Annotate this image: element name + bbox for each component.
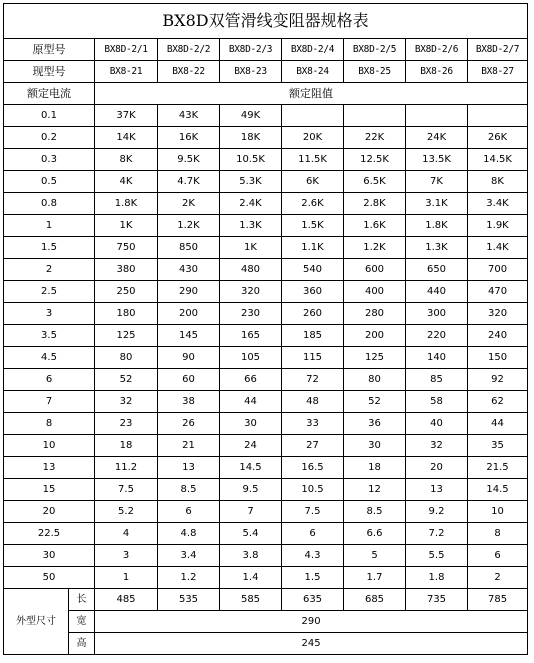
table-body [4,4,528,655]
resistance-value-cell: 320 [468,303,528,325]
original-model-label: 原型号 [4,39,95,61]
resistance-value-cell: 165 [220,325,282,347]
resistance-value-cell: 290 [158,281,220,303]
resistance-value-cell: 470 [468,281,528,303]
resistance-value-cell: 400 [344,281,406,303]
resistance-value-cell: 18K [220,127,282,149]
resistance-value-cell: 44 [468,413,528,435]
resistance-value-cell: 6 [468,545,528,567]
resistance-value-cell: 30 [344,435,406,457]
current-model-cell: BX8-26 [406,61,468,83]
resistance-value-cell: 140 [406,347,468,369]
resistance-value-cell: 32 [406,435,468,457]
resistance-row [4,391,528,413]
original-model-row [4,39,528,61]
resistance-row [4,413,528,435]
original-model-cell: BX8D-2/2 [158,39,220,61]
rated-current-cell: 4.5 [4,347,95,369]
resistance-value-cell: 1.9K [468,215,528,237]
original-model-cell: BX8D-2/4 [282,39,344,61]
resistance-value-cell [406,105,468,127]
rated-current-cell: 6 [4,369,95,391]
resistance-value-cell: 4.8 [158,523,220,545]
current-model-row [4,61,528,83]
resistance-value-cell: 10.5K [220,149,282,171]
resistance-value-cell: 360 [282,281,344,303]
resistance-value-cell: 20K [282,127,344,149]
length-value-cell: 535 [158,589,220,611]
original-model-cell: BX8D-2/7 [468,39,528,61]
resistance-value-cell: 430 [158,259,220,281]
resistance-value-cell: 240 [468,325,528,347]
resistance-row [4,237,528,259]
resistance-value-cell: 24K [406,127,468,149]
resistance-value-cell: 440 [406,281,468,303]
resistance-value-cell: 11.5K [282,149,344,171]
resistance-value-cell: 1K [95,215,158,237]
resistance-value-cell: 750 [95,237,158,259]
resistance-value-cell: 16K [158,127,220,149]
resistance-value-cell: 72 [282,369,344,391]
resistance-value-cell [468,105,528,127]
rated-current-cell: 3.5 [4,325,95,347]
resistance-value-cell: 36 [344,413,406,435]
spec-sheet [3,3,527,655]
resistance-value-cell: 52 [95,369,158,391]
resistance-value-cell: 480 [220,259,282,281]
resistance-value-cell: 4K [95,171,158,193]
length-value-cell: 685 [344,589,406,611]
resistance-value-cell: 37K [95,105,158,127]
title-row [4,4,528,39]
rated-current-cell: 0.2 [4,127,95,149]
rated-current-cell: 0.3 [4,149,95,171]
resistance-value-cell: 16.5 [282,457,344,479]
resistance-value-cell: 1K [220,237,282,259]
resistance-value-cell: 650 [406,259,468,281]
resistance-value-cell: 8 [468,523,528,545]
current-model-label: 现型号 [4,61,95,83]
resistance-value-cell: 24 [220,435,282,457]
resistance-value-cell: 13 [406,479,468,501]
resistance-value-cell: 300 [406,303,468,325]
resistance-value-cell: 1.8K [95,193,158,215]
resistance-value-cell: 2K [158,193,220,215]
original-model-cell: BX8D-2/3 [220,39,282,61]
current-model-cell: BX8-25 [344,61,406,83]
resistance-value-cell: 7.5 [95,479,158,501]
rated-current-header: 额定电流 [4,83,95,105]
resistance-value-cell: 7 [220,501,282,523]
resistance-value-cell: 185 [282,325,344,347]
length-value-cell: 735 [406,589,468,611]
resistance-value-cell: 180 [95,303,158,325]
resistance-value-cell: 8.5 [344,501,406,523]
table-title: BX8D双管滑线变阻器规格表 [4,4,528,39]
original-model-cell: BX8D-2/6 [406,39,468,61]
resistance-value-cell: 1.6K [344,215,406,237]
resistance-value-cell: 1.7 [344,567,406,589]
resistance-row [4,105,528,127]
dimensions-label: 外型尺寸 [4,589,69,655]
dimension-height-row [4,633,528,655]
resistance-value-cell: 12.5K [344,149,406,171]
resistance-value-cell: 38 [158,391,220,413]
resistance-row [4,567,528,589]
resistance-row [4,259,528,281]
resistance-value-cell: 5.5 [406,545,468,567]
rated-current-cell: 10 [4,435,95,457]
current-model-cell: BX8-23 [220,61,282,83]
resistance-value-cell: 1 [95,567,158,589]
resistance-value-cell: 10.5 [282,479,344,501]
resistance-row [4,303,528,325]
rated-current-cell: 22.5 [4,523,95,545]
resistance-value-cell: 200 [158,303,220,325]
resistance-value-cell: 14.5 [468,479,528,501]
resistance-value-cell: 52 [344,391,406,413]
resistance-value-cell: 4.3 [282,545,344,567]
resistance-value-cell: 58 [406,391,468,413]
resistance-value-cell: 90 [158,347,220,369]
length-value-cell: 635 [282,589,344,611]
resistance-value-cell: 21 [158,435,220,457]
resistance-value-cell: 600 [344,259,406,281]
resistance-value-cell: 13 [158,457,220,479]
resistance-value-cell: 3 [95,545,158,567]
length-value-cell: 585 [220,589,282,611]
resistance-value-cell: 8K [95,149,158,171]
resistance-row [4,545,528,567]
resistance-row [4,347,528,369]
resistance-value-cell: 125 [344,347,406,369]
rated-current-cell: 1.5 [4,237,95,259]
resistance-value-cell: 115 [282,347,344,369]
resistance-row [4,215,528,237]
resistance-value-cell: 850 [158,237,220,259]
resistance-value-cell: 33 [282,413,344,435]
resistance-value-cell: 35 [468,435,528,457]
resistance-value-cell: 1.5K [282,215,344,237]
resistance-value-cell: 7K [406,171,468,193]
resistance-value-cell: 66 [220,369,282,391]
resistance-value-cell: 5 [344,545,406,567]
resistance-value-cell: 21.5 [468,457,528,479]
resistance-value-cell: 5.3K [220,171,282,193]
resistance-row [4,457,528,479]
width-value-cell: 290 [95,611,528,633]
resistance-value-cell: 60 [158,369,220,391]
resistance-value-cell: 7.2 [406,523,468,545]
resistance-value-cell: 2.8K [344,193,406,215]
rated-current-cell: 50 [4,567,95,589]
resistance-row [4,325,528,347]
resistance-value-cell: 44 [220,391,282,413]
resistance-value-cell: 7.5 [282,501,344,523]
resistance-value-cell: 1.2 [158,567,220,589]
spec-table [3,3,528,655]
resistance-value-cell: 2 [468,567,528,589]
resistance-row [4,501,528,523]
original-model-cell: BX8D-2/5 [344,39,406,61]
resistance-value-cell: 6 [158,501,220,523]
resistance-value-cell: 22K [344,127,406,149]
resistance-value-cell: 85 [406,369,468,391]
resistance-value-cell: 230 [220,303,282,325]
resistance-value-cell: 1.2K [158,215,220,237]
resistance-value-cell: 3.8 [220,545,282,567]
resistance-row [4,193,528,215]
rated-current-cell: 2 [4,259,95,281]
resistance-value-cell: 250 [95,281,158,303]
resistance-value-cell: 1.3K [406,237,468,259]
resistance-row [4,523,528,545]
section-header-row [4,83,528,105]
resistance-value-cell: 3.4K [468,193,528,215]
resistance-value-cell: 6.6 [344,523,406,545]
resistance-value-cell: 30 [220,413,282,435]
resistance-value-cell: 26K [468,127,528,149]
rated-current-cell: 0.8 [4,193,95,215]
resistance-value-cell: 200 [344,325,406,347]
resistance-value-cell: 26 [158,413,220,435]
resistance-value-cell: 14.5K [468,149,528,171]
resistance-value-cell: 92 [468,369,528,391]
resistance-value-cell: 9.5K [158,149,220,171]
resistance-value-cell: 5.2 [95,501,158,523]
resistance-value-cell: 1.8K [406,215,468,237]
resistance-row [4,281,528,303]
resistance-value-cell: 1.4K [468,237,528,259]
height-value-cell: 245 [95,633,528,655]
resistance-value-cell: 11.2 [95,457,158,479]
resistance-row [4,149,528,171]
current-model-cell: BX8-21 [95,61,158,83]
length-value-cell: 785 [468,589,528,611]
resistance-value-cell: 105 [220,347,282,369]
resistance-value-cell: 2.4K [220,193,282,215]
resistance-value-cell: 540 [282,259,344,281]
resistance-value-cell: 13.5K [406,149,468,171]
dimension-length-row [4,589,528,611]
rated-current-cell: 20 [4,501,95,523]
resistance-row [4,171,528,193]
resistance-value-cell: 49K [220,105,282,127]
resistance-value-cell: 4 [95,523,158,545]
current-model-cell: BX8-24 [282,61,344,83]
resistance-value-cell: 8K [468,171,528,193]
resistance-row [4,435,528,457]
resistance-value-cell: 80 [344,369,406,391]
rated-resistance-header: 额定阻值 [95,83,528,105]
current-model-cell: BX8-22 [158,61,220,83]
resistance-value-cell: 2.6K [282,193,344,215]
rated-current-cell: 3 [4,303,95,325]
resistance-value-cell: 4.7K [158,171,220,193]
resistance-value-cell: 6 [282,523,344,545]
resistance-value-cell: 150 [468,347,528,369]
rated-current-cell: 0.5 [4,171,95,193]
current-model-cell: BX8-27 [468,61,528,83]
rated-current-cell: 13 [4,457,95,479]
original-model-cell: BX8D-2/1 [95,39,158,61]
resistance-value-cell: 1.1K [282,237,344,259]
rated-current-cell: 7 [4,391,95,413]
dimension-width-row [4,611,528,633]
height-label: 高 [69,633,95,655]
resistance-row [4,369,528,391]
resistance-value-cell: 220 [406,325,468,347]
resistance-value-cell: 5.4 [220,523,282,545]
resistance-value-cell: 43K [158,105,220,127]
resistance-value-cell: 8.5 [158,479,220,501]
resistance-value-cell: 12 [344,479,406,501]
resistance-value-cell: 1.5 [282,567,344,589]
resistance-value-cell: 27 [282,435,344,457]
resistance-value-cell: 125 [95,325,158,347]
rated-current-cell: 30 [4,545,95,567]
resistance-value-cell: 3.4 [158,545,220,567]
resistance-value-cell: 3.1K [406,193,468,215]
resistance-value-cell: 40 [406,413,468,435]
width-label: 宽 [69,611,95,633]
length-value-cell: 485 [95,589,158,611]
resistance-value-cell: 14K [95,127,158,149]
resistance-value-cell: 1.2K [344,237,406,259]
resistance-value-cell: 1.8 [406,567,468,589]
resistance-value-cell: 23 [95,413,158,435]
resistance-value-cell: 6K [282,171,344,193]
rated-current-cell: 15 [4,479,95,501]
resistance-value-cell: 6.5K [344,171,406,193]
resistance-value-cell: 320 [220,281,282,303]
resistance-value-cell [344,105,406,127]
rated-current-cell: 0.1 [4,105,95,127]
resistance-value-cell: 18 [344,457,406,479]
resistance-value-cell [282,105,344,127]
length-label: 长 [69,589,95,611]
resistance-value-cell: 9.5 [220,479,282,501]
resistance-value-cell: 9.2 [406,501,468,523]
resistance-value-cell: 145 [158,325,220,347]
resistance-value-cell: 32 [95,391,158,413]
resistance-row [4,127,528,149]
resistance-value-cell: 280 [344,303,406,325]
resistance-value-cell: 260 [282,303,344,325]
resistance-value-cell: 1.3K [220,215,282,237]
resistance-value-cell: 18 [95,435,158,457]
rated-current-cell: 8 [4,413,95,435]
resistance-row [4,479,528,501]
resistance-value-cell: 14.5 [220,457,282,479]
resistance-value-cell: 48 [282,391,344,413]
resistance-value-cell: 380 [95,259,158,281]
resistance-value-cell: 80 [95,347,158,369]
resistance-value-cell: 10 [468,501,528,523]
resistance-value-cell: 62 [468,391,528,413]
resistance-value-cell: 1.4 [220,567,282,589]
resistance-value-cell: 20 [406,457,468,479]
rated-current-cell: 1 [4,215,95,237]
resistance-value-cell: 700 [468,259,528,281]
rated-current-cell: 2.5 [4,281,95,303]
